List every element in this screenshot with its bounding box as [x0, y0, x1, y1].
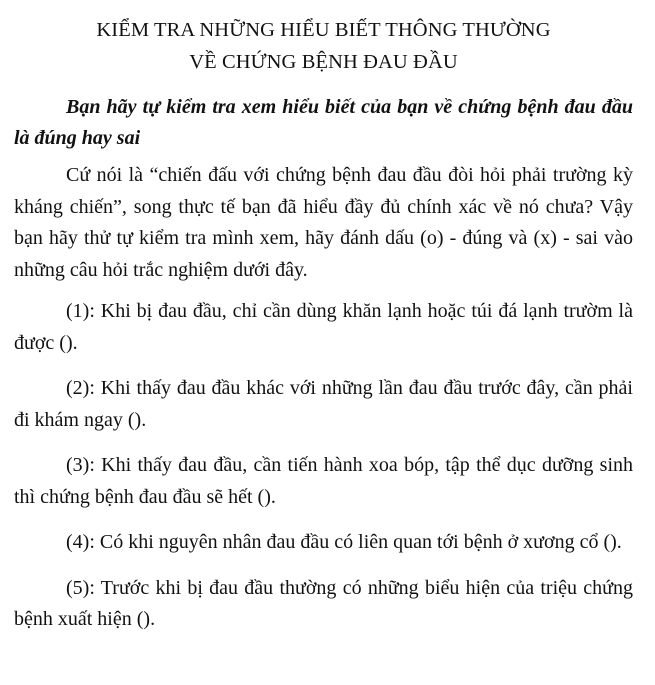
question-item-2: (2): Khi thấy đau đầu khác với những lần đau đầu trước đây, cần phải đi khám ngay ().	[14, 377, 633, 431]
question-item-1: (1): Khi bị đau đầu, chỉ cần dùng khăn lạnh hoặc túi đá lạnh trườm là được ().	[14, 300, 633, 354]
intro-paragraph: Cứ nói là “chiến đấu với chứng bệnh đau đầu đòi hỏi phải trường kỳ kháng chiến”, song thực tế bạn đã hiểu đầy đủ chính xác về nó chưa? Vậy bạn hãy thử tự kiểm tra mình xem, hãy đánh dấu (o) - đúng và (x) - sai vào những câu hỏi trắc nghiệm dưới đây.	[14, 164, 633, 281]
title-line-2: VỀ CHỨNG BỆNH ĐAU ĐẦU	[189, 51, 458, 73]
title-line-1: KIỂM TRA NHỮNG HIỂU BIẾT THÔNG THƯỜNG	[96, 19, 551, 41]
page-title	[14, 14, 633, 78]
section-subheading: Bạn hãy tự kiểm tra xem hiểu biết của bạn về chứng bệnh đau đầu là đúng hay sai	[14, 96, 633, 149]
question-item-4: (4): Có khi nguyên nhân đau đầu có liên quan tới bệnh ở xương cổ ().	[66, 531, 622, 553]
question-item-5: (5): Trước khi bị đau đầu thường có những biểu hiện của triệu chứng bệnh xuất hiện ().	[14, 576, 633, 630]
question-item-3: (3): Khi thấy đau đầu, cần tiến hành xoa bóp, tập thể dục dưỡng sinh thì chứng bệnh đau đầu sẽ hết ().	[14, 454, 633, 508]
